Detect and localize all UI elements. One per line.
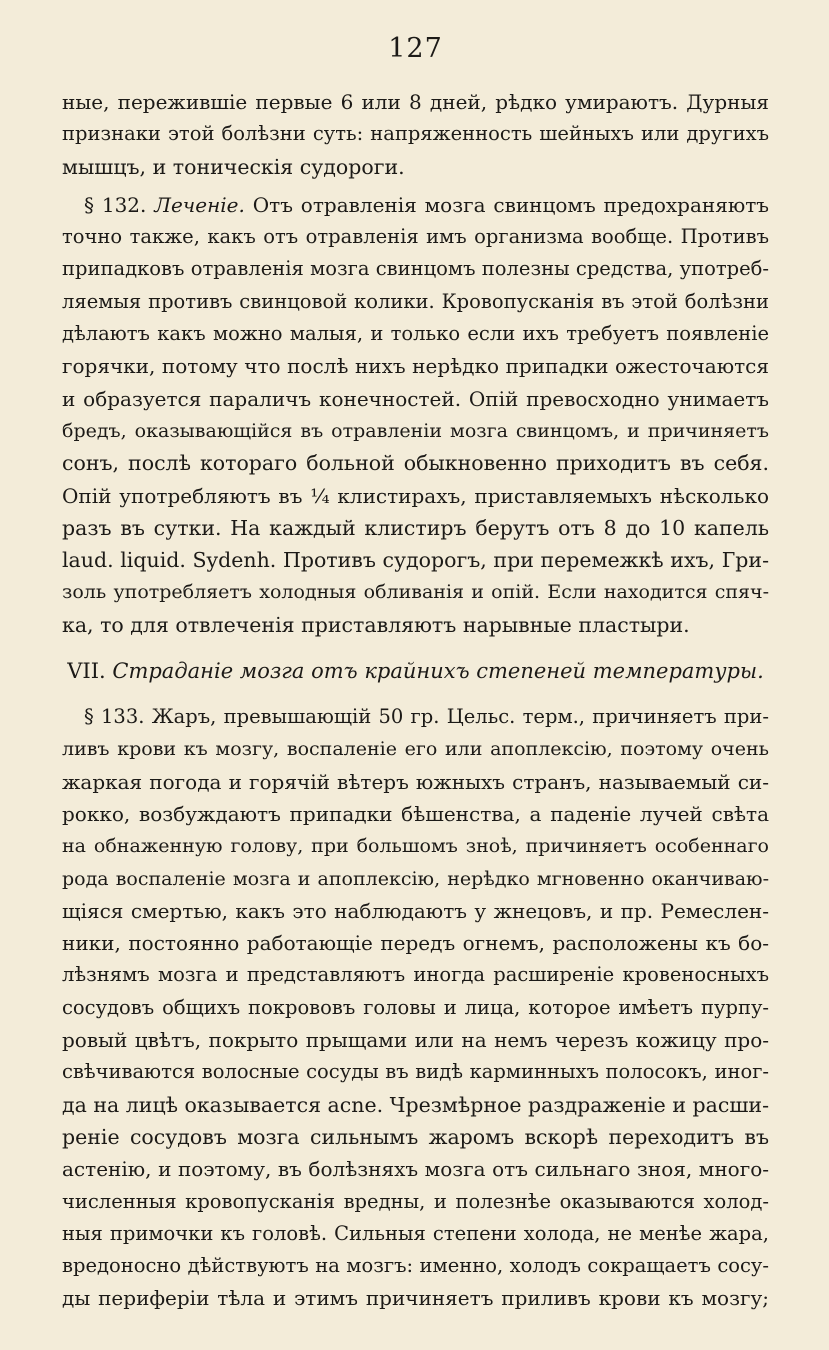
text-line: рода воспаленіе мозга и апоплексію, нерѣдко мгновенно оканчиваю- bbox=[62, 867, 769, 890]
section-133-first-line bbox=[62, 701, 769, 733]
text-line: сонъ, послѣ котораго больной обыкновенно приходитъ въ себя. bbox=[62, 451, 769, 476]
page-number: 127 bbox=[388, 33, 443, 64]
text-line: ники, постоянно работающіе передъ огнемъ, расположены къ бо- bbox=[62, 931, 769, 956]
text-line: ды периферіи тѣла и этимъ причиняетъ приливъ крови къ мозгу; bbox=[62, 1286, 769, 1311]
text-line: признаки этой болѣзни суть: напряженность шейныхъ или другихъ bbox=[62, 122, 769, 146]
text-line: и образуется параличъ конечностей. Опій превосходно унимаетъ bbox=[62, 386, 769, 411]
text-fragment: Жаръ, превышающій 50 гр. Цельс. терм., причиняетъ при- bbox=[151, 705, 769, 729]
text-line: свѣчиваются волосные сосуды въ видѣ карминныхъ полосокъ, иног- bbox=[62, 1060, 769, 1084]
section-132-first-line bbox=[62, 189, 769, 221]
text-line: ныя примочки къ головѣ. Сильныя степени холода, не менѣе жара, bbox=[62, 1221, 769, 1245]
section-132 bbox=[62, 189, 769, 641]
text-line: точно также, какъ отъ отравленія имъ организма вообще. Противъ bbox=[62, 225, 769, 249]
text-line: вредоносно дѣйствуютъ на мозгъ: именно, холодъ сокращаетъ сосу- bbox=[62, 1254, 769, 1278]
text-line: припадковъ отравленія мозга свинцомъ полезны средства, употреб- bbox=[62, 257, 769, 281]
text-line: бредъ, оказывающійся въ отравленіи мозга свинцомъ, и причиняетъ bbox=[62, 419, 769, 442]
chapter-heading bbox=[62, 655, 769, 687]
text-line: ровый цвѣтъ, покрыто прыщами или на немъ черезъ кожицу про- bbox=[62, 1028, 769, 1053]
text-line: щіяся смертью, какъ это наблюдаютъ у жнецовъ, и пр. Ремеслен- bbox=[62, 898, 769, 923]
section-marker: § 132. bbox=[84, 192, 147, 217]
text-line: ляемыя противъ свинцовой колики. Кровопусканія въ этой болѣзни bbox=[62, 289, 769, 313]
text-line: дѣлаютъ какъ можно малыя, и только если ихъ требуетъ появленіе bbox=[62, 322, 769, 346]
text-line: реніе сосудовъ мозга сильнымъ жаромъ вскорѣ переходитъ въ bbox=[62, 1124, 769, 1149]
text-line: ные, пережившіе первые 6 или 8 дней, рѣдко умираютъ. Дурныя bbox=[62, 90, 769, 114]
paragraph-continuation bbox=[62, 86, 769, 183]
text-line: горячки, потому что послѣ нихъ нерѣдко припадки ожесточаются bbox=[62, 354, 769, 379]
text-line: сосудовъ общихъ покрововъ головы и лица, которое имѣетъ пурпу- bbox=[62, 995, 769, 1019]
chapter-number: VII. bbox=[67, 659, 106, 684]
text-line: золь употребляетъ холодныя обливанія и опій. Если находится спяч- bbox=[62, 581, 769, 604]
text-line: Опій употребляютъ въ ¼ клистирахъ, приставляемыхъ нѣсколько bbox=[62, 483, 769, 508]
section-133 bbox=[62, 701, 769, 1315]
text-line: ливъ крови къ мозгу, воспаленіе его или апоплексію, поэтому очень bbox=[62, 738, 769, 761]
text-line: на обнаженную голову, при большомъ зноѣ, причиняетъ особеннаго bbox=[62, 835, 769, 858]
text-line: жаркая погода и горячій вѣтеръ южныхъ странъ, называемый си- bbox=[62, 769, 769, 794]
text-line: лѣзнямъ мозга и представляютъ иногда расширеніе кровеносныхъ bbox=[62, 963, 769, 987]
section-marker: § 133. bbox=[84, 705, 145, 729]
text-line: да на лицѣ оказывается acne. Чрезмѣрное раздраженіе и расши- bbox=[62, 1092, 769, 1117]
text-line: рокко, возбуждаютъ припадки бѣшенства, а паденіе лучей свѣта bbox=[62, 801, 769, 826]
text-line: ка, то для отвлеченія приставляютъ нарывные пластыри. bbox=[62, 612, 690, 637]
text-fragment: Отъ отравленія мозга свинцомъ предохраняютъ bbox=[252, 192, 769, 217]
text-line: разъ въ сутки. На каждый клистиръ берутъ отъ 8 до 10 капель bbox=[62, 515, 769, 540]
text-line: астенію, и поэтому, въ болѣзняхъ мозга отъ сильнаго зноя, много- bbox=[62, 1157, 769, 1182]
section-heading: Леченіе. bbox=[154, 192, 245, 217]
chapter-title: Страданіе мозга отъ крайнихъ степеней температуры. bbox=[112, 659, 764, 684]
text-line: численныя кровопусканія вредны, и полезнѣе оказываются холод- bbox=[62, 1189, 769, 1213]
text-line: мышцъ, и тоническія судороги. bbox=[62, 154, 405, 179]
text-line: laud. liquid. Sydenh. Противъ судорогъ, при перемежкѣ ихъ, Гри- bbox=[62, 548, 769, 573]
